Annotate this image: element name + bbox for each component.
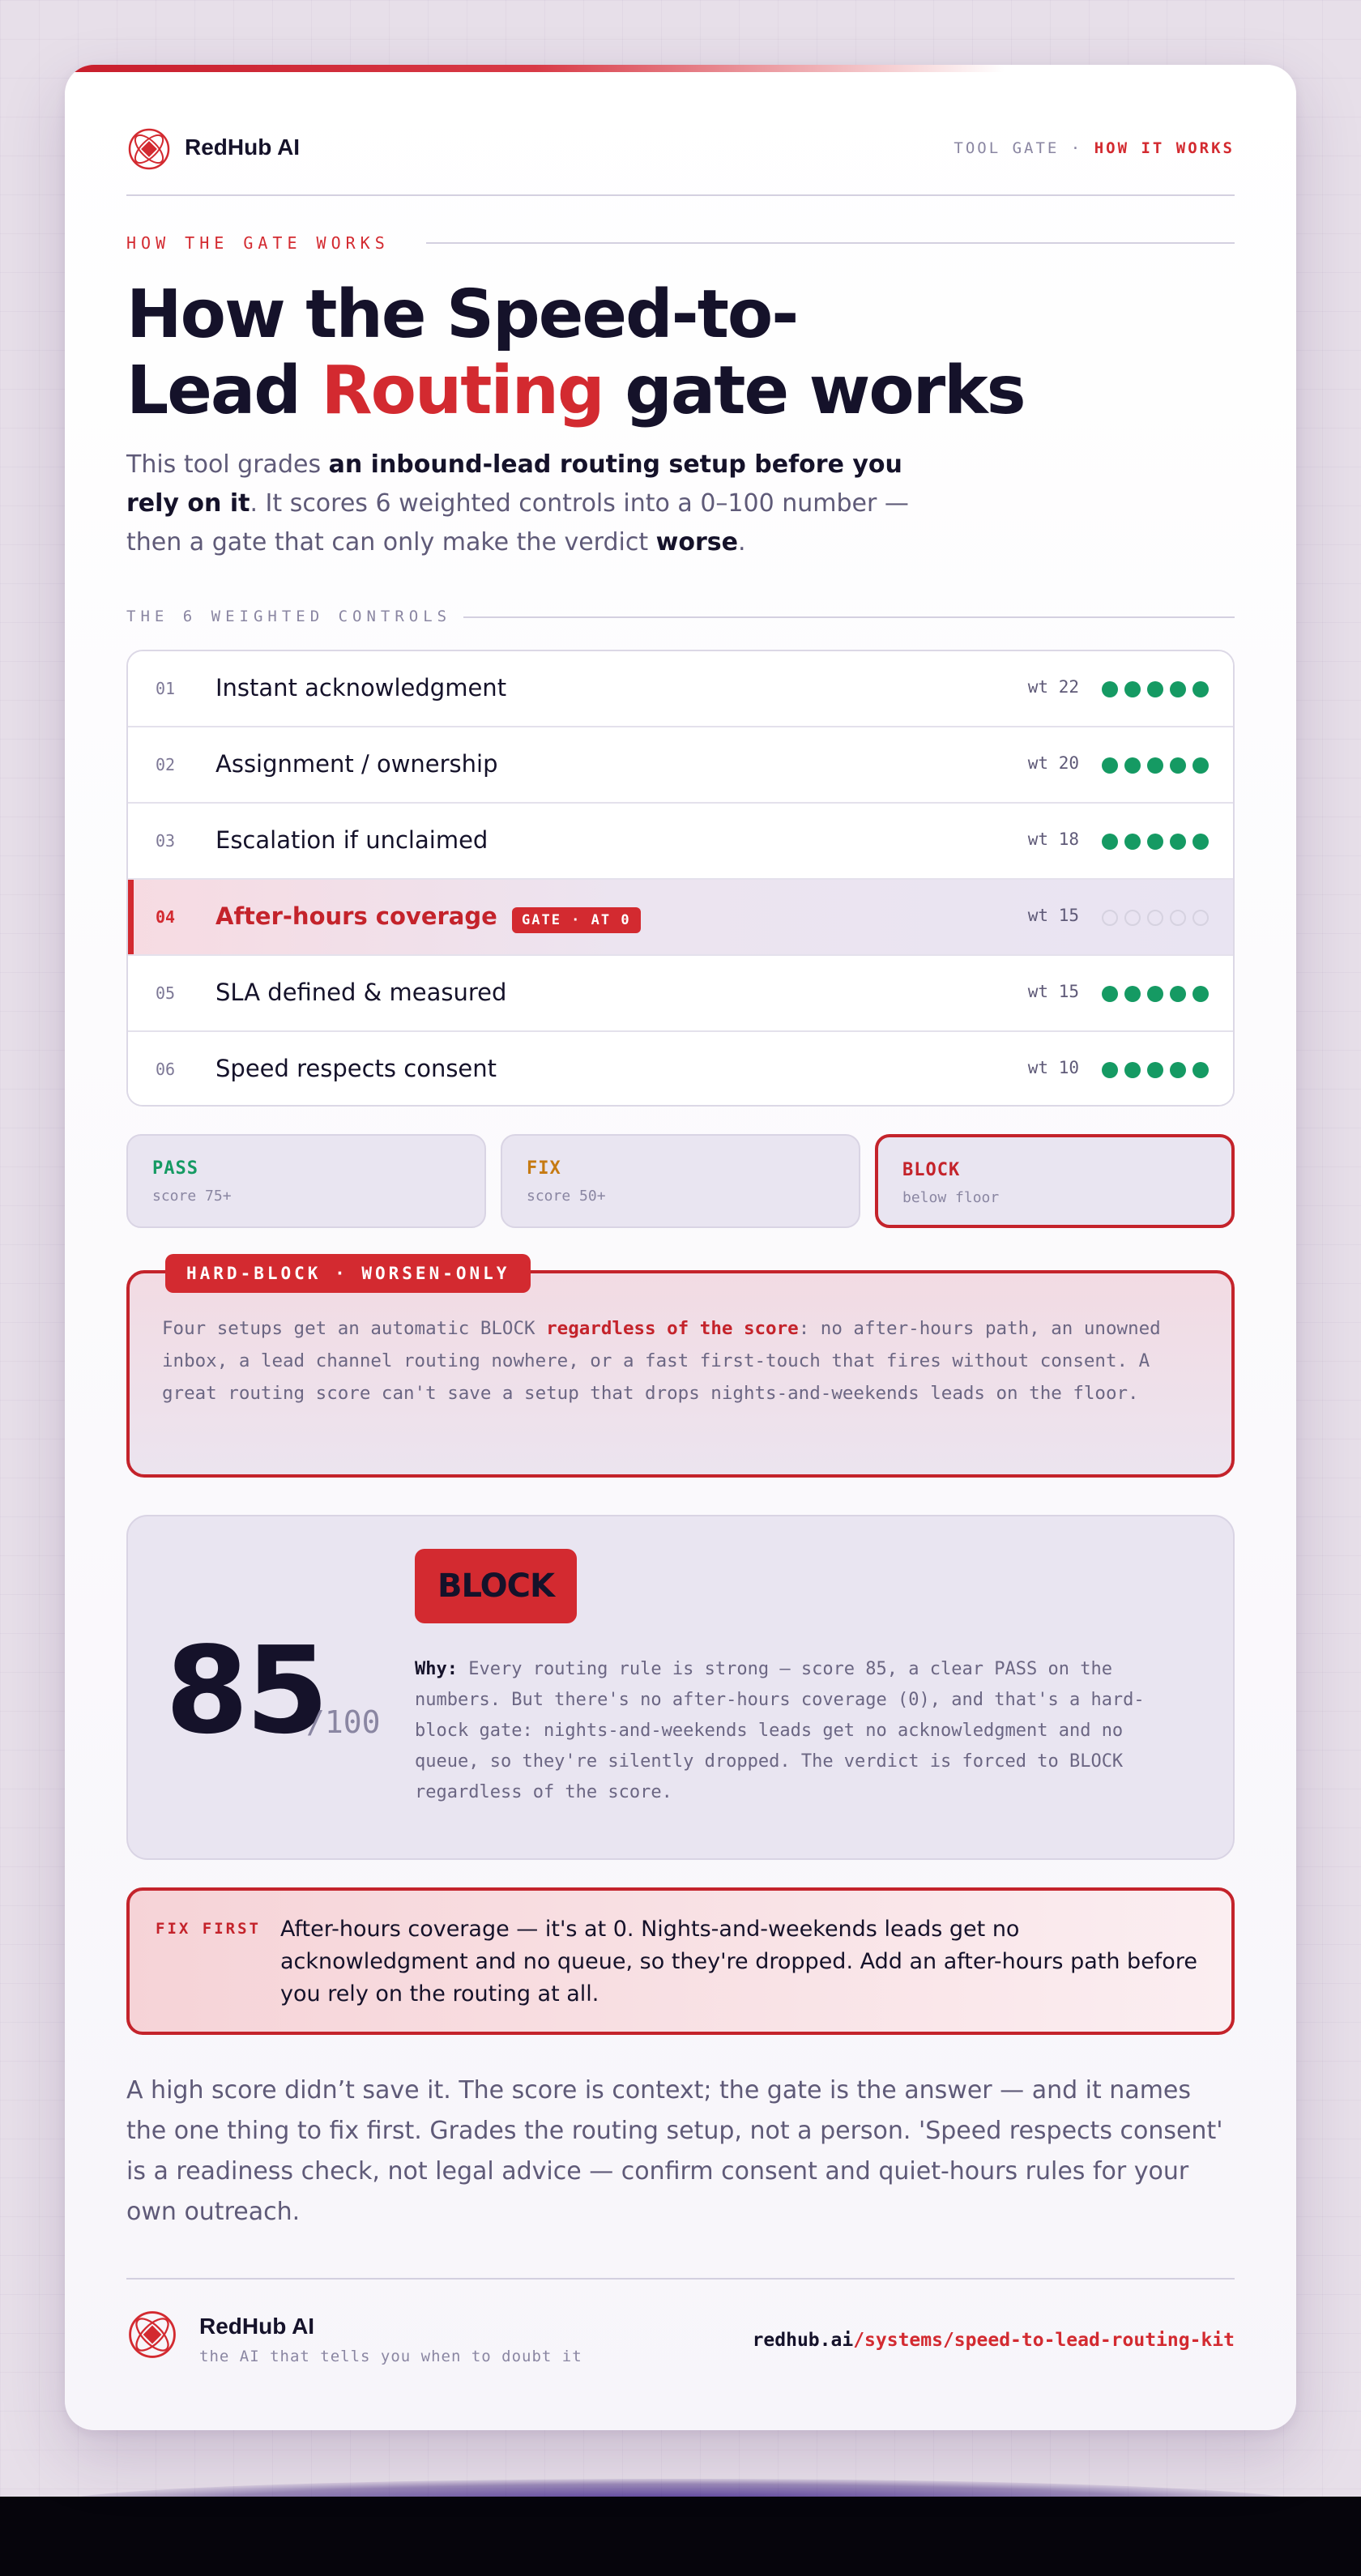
brand-name: RedHub AI <box>185 134 301 160</box>
verdict-tile-pass <box>126 1134 486 1228</box>
fix-first-tag: FIX FIRST <box>156 1920 261 1938</box>
control-number: 02 <box>156 755 176 774</box>
control-label: After-hours coverage <box>215 902 497 930</box>
rating-dot-filled <box>1147 1062 1163 1078</box>
eyebrow-rule <box>426 242 1235 244</box>
url-path: /systems/speed-to-lead-routing-kit <box>853 2330 1235 2351</box>
control-number: 06 <box>156 1060 176 1079</box>
rating-dot-filled <box>1102 757 1118 774</box>
control-rating <box>1102 1062 1209 1078</box>
control-number: 05 <box>156 983 176 1003</box>
rating-dot-filled <box>1192 834 1209 850</box>
control-row <box>128 651 1233 727</box>
controls-section-label <box>126 608 1235 627</box>
controls-list <box>126 650 1235 1107</box>
footer-brand: RedHub AI <box>199 2314 315 2339</box>
intro-bold-2: worse <box>655 528 738 557</box>
why-text: Every routing rule is strong — score 85, a clear PASS on the numbers. But there's no after-hours coverage (0), and that's a hard-block gate: nights-and-weekends leads get no acknowledgment and no queue, so they're silently dropped. The verdict is forced to BLOCK regardless of the score. <box>415 1659 1145 1802</box>
score-denominator: /100 <box>306 1704 381 1740</box>
control-row <box>128 1032 1233 1107</box>
verdict-name: PASS <box>152 1158 198 1179</box>
score-panel <box>126 1515 1235 1860</box>
hard-block-tag: HARD-BLOCK · WORSEN-ONLY <box>165 1254 531 1293</box>
verdict-threshold: score 50+ <box>527 1188 606 1205</box>
control-label: Assignment / ownership <box>215 750 498 778</box>
redhub-footer-logo-icon <box>126 2309 178 2361</box>
rating-dot-filled <box>1170 757 1186 774</box>
rating-dot-filled <box>1124 834 1141 850</box>
rating-dot-filled <box>1170 1062 1186 1078</box>
rating-dot-filled <box>1170 986 1186 1002</box>
verdict-threshold: below floor <box>902 1189 1000 1206</box>
rating-dot-filled <box>1147 834 1163 850</box>
control-label: Escalation if unclaimed <box>215 826 489 854</box>
rating-dot-empty <box>1170 910 1186 926</box>
control-rating <box>1102 834 1209 850</box>
header-nav <box>954 139 1235 157</box>
rating-dot-filled <box>1124 986 1141 1002</box>
control-rating <box>1102 681 1209 697</box>
intro-text-3: . <box>737 528 746 557</box>
control-weight: wt 15 <box>1027 906 1079 925</box>
control-row <box>128 880 1233 956</box>
control-weight: wt 18 <box>1027 830 1079 849</box>
title-part-3: gate works <box>603 352 1025 429</box>
title-part-1: How the Speed-to- <box>126 276 798 353</box>
closing-paragraph: A high score didn’t save it. The score is context; the gate is the answer — and it names the one thing to fix first. Grades the routing setup, not a person. 'Speed respects consent' is a readiness check, not legal advice — confirm consent and quiet-hours rules for your own outreach. <box>126 2076 1223 2226</box>
control-row <box>128 956 1233 1032</box>
main-card <box>65 65 1296 2430</box>
rating-dot-empty <box>1192 910 1209 926</box>
nav-how-it-works-link[interactable]: HOW IT WORKS <box>1094 139 1235 157</box>
rating-dot-empty <box>1147 910 1163 926</box>
footer-url-link[interactable] <box>753 2330 1235 2351</box>
rating-dot-filled <box>1124 1062 1141 1078</box>
control-rating <box>1102 910 1209 926</box>
control-weight: wt 22 <box>1027 677 1079 697</box>
gate-badge: GATE · AT 0 <box>512 907 641 933</box>
why-label: Why: <box>415 1659 458 1679</box>
rating-dot-filled <box>1102 986 1118 1002</box>
control-number: 04 <box>156 907 176 927</box>
card-accent-line <box>65 65 1005 72</box>
control-weight: wt 10 <box>1027 1058 1079 1077</box>
rating-dot-empty <box>1124 910 1141 926</box>
rating-dot-filled <box>1192 757 1209 774</box>
title-accent: Routing <box>321 352 604 429</box>
footer-tagline: the AI that tells you when to doubt it <box>199 2348 582 2365</box>
control-weight: wt 20 <box>1027 753 1079 773</box>
rating-dot-filled <box>1102 834 1118 850</box>
rating-dot-filled <box>1147 757 1163 774</box>
url-domain: redhub.ai <box>752 2330 854 2351</box>
verdict-tiles <box>126 1134 1235 1228</box>
rating-dot-filled <box>1170 681 1186 697</box>
eyebrow-text: HOW THE GATE WORKS <box>126 233 390 253</box>
eyebrow <box>126 233 1235 253</box>
control-label: Speed respects consent <box>215 1055 497 1082</box>
score-value: 85 <box>165 1621 326 1760</box>
rating-dot-filled <box>1147 986 1163 1002</box>
rating-dot-filled <box>1192 1062 1209 1078</box>
hard-block-callout <box>126 1264 1235 1478</box>
verdict-tile-block <box>875 1134 1235 1228</box>
header-divider <box>126 194 1235 196</box>
intro-paragraph <box>126 446 936 562</box>
control-row <box>128 804 1233 880</box>
control-rating <box>1102 986 1209 1002</box>
hard-block-bold: regardless of the score <box>546 1318 799 1339</box>
rating-dot-filled <box>1147 681 1163 697</box>
title-part-2: Lead <box>126 352 322 429</box>
why-explanation <box>415 1654 1192 1808</box>
control-row <box>128 727 1233 804</box>
control-rating <box>1102 757 1209 774</box>
intro-text-2: . It scores 6 weighted controls into a 0–100 number — then a gate that can only make the verdict <box>126 489 909 557</box>
fix-first-callout <box>126 1887 1235 2035</box>
verdict-name: FIX <box>527 1158 561 1179</box>
control-label: Instant acknowledgment <box>215 674 507 702</box>
verdict-threshold: score 75+ <box>152 1188 232 1205</box>
page-title <box>126 277 1099 429</box>
hard-block-text-1: Four setups get an automatic BLOCK <box>162 1318 547 1339</box>
nav-prefix: TOOL GATE · <box>954 139 1083 157</box>
hard-block-text-2: : no after-hours path, an unowned inbox, a lead channel routing nowhere, or a fast first-touch that fires without consent. A great routing score can't save a setup that drops nights-and-weekends leads on the floor. <box>162 1318 1161 1404</box>
controls-label-text: THE 6 WEIGHTED CONTROLS <box>126 608 452 625</box>
rating-dot-filled <box>1124 757 1141 774</box>
footer-divider <box>126 2278 1235 2280</box>
hard-block-text <box>162 1312 1199 1410</box>
control-weight: wt 15 <box>1027 982 1079 1001</box>
rating-dot-filled <box>1102 1062 1118 1078</box>
rating-dot-filled <box>1102 681 1118 697</box>
verdict-tile-fix <box>501 1134 860 1228</box>
verdict-badge: BLOCK <box>415 1549 577 1623</box>
rating-dot-filled <box>1170 834 1186 850</box>
bottom-band <box>0 2497 1361 2576</box>
verdict-name: BLOCK <box>902 1160 961 1180</box>
rating-dot-filled <box>1192 986 1209 1002</box>
rating-dot-empty <box>1102 910 1118 926</box>
intro-bold-1: an inbound-lead routing setup before you rely on it <box>126 450 902 518</box>
rating-dot-filled <box>1192 681 1209 697</box>
rating-dot-filled <box>1124 681 1141 697</box>
header <box>126 126 1235 172</box>
controls-label-rule <box>463 616 1235 618</box>
control-label: SLA defined & measured <box>215 979 507 1006</box>
control-number: 03 <box>156 831 176 851</box>
redhub-logo-icon <box>126 126 172 172</box>
control-number: 01 <box>156 679 176 698</box>
intro-text-1: This tool grades <box>126 450 329 479</box>
fix-first-text: After-hours coverage — it's at 0. Nights-and-weekends leads get no acknowledgment and no queue, so they're dropped. Add an after-hours path before you rely on the routing at all. <box>280 1917 1197 2007</box>
